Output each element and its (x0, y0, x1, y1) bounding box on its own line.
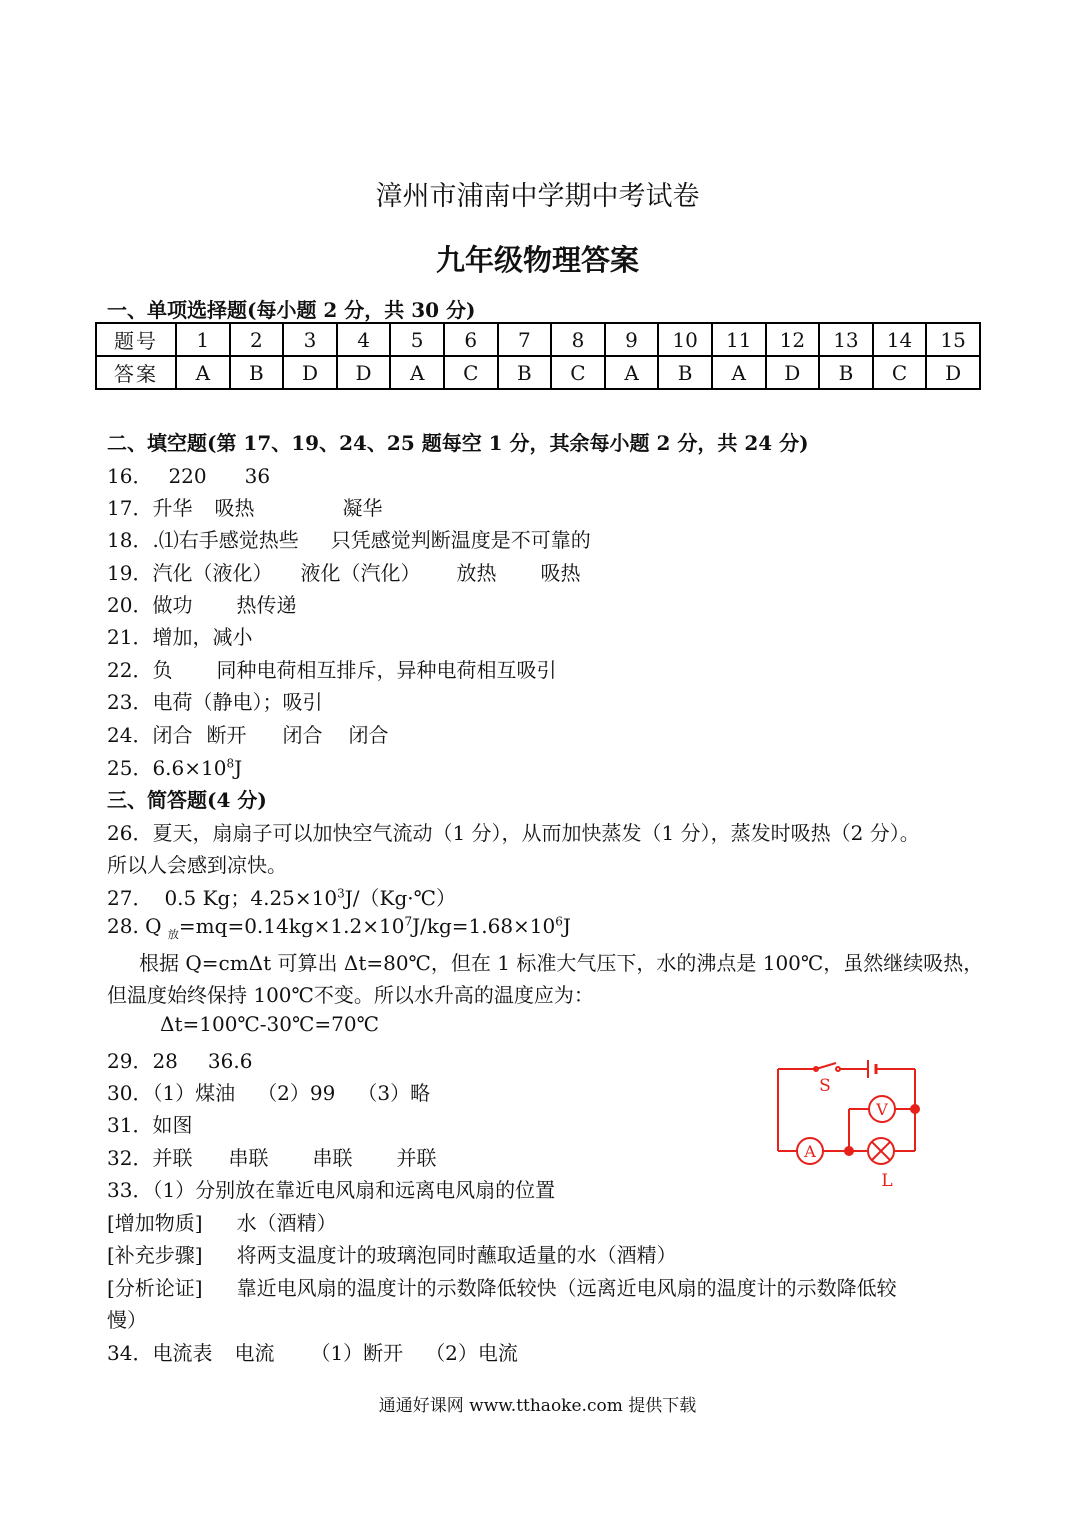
answer-text: 做功 (152, 593, 193, 617)
answer-line-18 (107, 524, 591, 553)
answer-text: 0.5 Kg；4.25×10 (164, 886, 338, 910)
question-number: 23． (107, 690, 153, 714)
page-footer: 通通好课网 www.tthaoke.com 提供下载 (378, 1396, 697, 1416)
answer-text: 凝华 (342, 496, 383, 520)
answer-line-33-add (107, 1207, 337, 1236)
answer-text: 28 (152, 1049, 178, 1073)
switch-contact (836, 1067, 840, 1071)
question-number: 22． (107, 658, 153, 682)
question-number-cell: 15 (926, 323, 980, 356)
question-number-cell: 7 (498, 323, 552, 356)
question-number: 25． (107, 756, 153, 780)
answer-line-25 (107, 752, 242, 781)
answer-text: 36.6 (207, 1049, 253, 1073)
answer-text: （1）分别放在靠近电风扇和远离电风扇的位置 (152, 1178, 556, 1202)
subscript: 放 (167, 928, 179, 941)
exponent: 7 (404, 914, 413, 929)
answer-text: =mq=0.14kg×1.2×10 (178, 914, 405, 938)
answer-text: （1）断开 (310, 1341, 404, 1365)
question-number-cell: 3 (283, 323, 337, 356)
answer-text: 断开 (206, 723, 247, 747)
answer-text: 并联 (152, 1146, 193, 1170)
table-row-label: 题号 (96, 323, 176, 356)
answer-line-28 (107, 914, 571, 941)
answer-cell: A (176, 356, 230, 389)
question-number: 18． (107, 528, 153, 552)
answer-text: 放热 (456, 561, 497, 585)
answer-text: 串联 (228, 1146, 269, 1170)
answer-cell: C (873, 356, 927, 389)
answer-line-28-cont: 但温度始终保持 100℃不变。所以水升高的温度应为： (107, 983, 594, 1007)
answer-text: 吸热 (214, 496, 255, 520)
section-2-heading: 二、填空题(第 17、19、24、25 题每空 1 分，其余每小题 2 分，共 24 分) (107, 431, 809, 455)
answer-text: 闭合 (152, 723, 193, 747)
answer-line-21 (107, 621, 252, 650)
junction-dot (844, 1146, 854, 1156)
answer-line-31 (107, 1109, 192, 1138)
bracket-label: [补充步骤] (107, 1243, 203, 1267)
answer-line-33 (107, 1174, 555, 1203)
question-number-cell: 11 (712, 323, 766, 356)
answer-unit: J (234, 756, 243, 780)
answer-text: 同种电荷相互排斥，异种电荷相互吸引 (216, 658, 557, 682)
switch-icon (816, 1063, 836, 1069)
question-number: 20． (107, 593, 153, 617)
voltmeter-label: V (876, 1100, 888, 1119)
question-number-cell: 13 (819, 323, 873, 356)
question-number: 34． (107, 1341, 153, 1365)
question-number-cell: 4 (337, 323, 391, 356)
answer-text: 闭合 (282, 723, 323, 747)
answer-unit: J (562, 914, 571, 938)
answer-text: 6.6×10 (152, 756, 227, 780)
answer-text: 增加，减小 (152, 625, 253, 649)
question-number: 32． (107, 1146, 153, 1170)
question-number-cell: 8 (551, 323, 605, 356)
answer-text: （3）略 (357, 1081, 431, 1105)
answer-cell: D (337, 356, 391, 389)
question-number: 29． (107, 1049, 153, 1073)
junction-dot (910, 1104, 920, 1114)
answer-text: 升华 (152, 496, 193, 520)
circuit-diagram (770, 1058, 930, 1193)
answer-line-33-analysis-cont: 慢） (107, 1308, 147, 1332)
question-number: 17． (107, 496, 153, 520)
answer-text: 热传递 (236, 593, 297, 617)
answer-line-19 (107, 557, 580, 586)
answer-line-30 (107, 1077, 430, 1106)
answer-cell: D (926, 356, 980, 389)
page-subtitle: 九年级物理答案 (435, 243, 639, 277)
answer-line-28-cont: 根据 Q=cmΔt 可算出 Δt=80℃，但在 1 标准大气压下，水的沸点是 100℃，虽然继续吸热， (139, 951, 984, 975)
page-title: 漳州市浦南中学期中考试卷 (375, 181, 700, 212)
exponent: 6 (555, 914, 563, 929)
exponent: 8 (226, 756, 235, 771)
question-number-cell: 5 (390, 323, 444, 356)
answer-text: .⑴右手感觉热些 (152, 528, 299, 552)
answer-text: （2）99 (257, 1081, 336, 1105)
answer-text: 闭合 (348, 723, 389, 747)
answer-line-16 (107, 460, 270, 489)
answer-cell: C (444, 356, 498, 389)
answer-text: 水（酒精） (236, 1211, 337, 1235)
question-number-cell: 14 (873, 323, 927, 356)
answer-text: 电荷（静电）；吸引 (152, 690, 323, 714)
answer-cell: B (658, 356, 712, 389)
answer-line-26: 26．夏天，扇扇子可以加快空气流动（1 分），从而加快蒸发（1 分），蒸发时吸热（2 分）。 (107, 821, 920, 845)
answer-text: （2）电流 (425, 1341, 518, 1365)
question-number-cell: 9 (605, 323, 659, 356)
answer-cell: D (766, 356, 820, 389)
question-number: 24． (107, 723, 153, 747)
answer-cell: B (819, 356, 873, 389)
answer-line-23 (107, 686, 322, 715)
answer-text: （1）煤油 (152, 1081, 236, 1105)
switch-label: S (819, 1076, 831, 1096)
answer-text: 只凭感觉判断温度是不可靠的 (330, 528, 591, 552)
question-number: 16． (107, 464, 153, 488)
answer-text: 串联 (312, 1146, 353, 1170)
question-number-cell: 6 (444, 323, 498, 356)
answer-cell: A (605, 356, 659, 389)
question-number-cell: 1 (176, 323, 230, 356)
answer-text: J/kg=1.68×10 (412, 914, 556, 938)
bracket-label: [分析论证] (107, 1276, 203, 1300)
answer-line-24 (107, 719, 388, 748)
answer-cell: D (283, 356, 337, 389)
table-row-label: 答案 (96, 356, 176, 389)
question-number-cell: 10 (658, 323, 712, 356)
answer-table (95, 322, 981, 390)
question-number: 27． (107, 886, 153, 910)
table-row (96, 356, 980, 389)
lamp-label: L (881, 1171, 893, 1191)
section-1-heading: 一、单项选择题(每小题 2 分，共 30 分) (107, 298, 476, 322)
answer-text: 如图 (152, 1113, 193, 1137)
exponent: 3 (337, 886, 345, 901)
answer-text: 液化（汽化） (300, 561, 421, 585)
question-number: 31． (107, 1113, 153, 1137)
answer-cell: A (390, 356, 444, 389)
answer-line-28-formula: Δt=100℃-30℃=70℃ (160, 1012, 379, 1036)
answer-text: 并联 (396, 1146, 437, 1170)
answer-text: 电流表 (152, 1341, 213, 1365)
answer-line-17 (107, 492, 382, 521)
table-row (96, 323, 980, 356)
answer-line-22 (107, 654, 556, 683)
answer-text: 将两支温度计的玻璃泡同时蘸取适量的水（酒精） (236, 1243, 677, 1267)
bracket-label: [增加物质] (107, 1211, 203, 1235)
answer-text: 汽化（液化） (152, 561, 273, 585)
answer-text: 电流 (234, 1341, 275, 1365)
answer-text: 220 (168, 464, 207, 488)
answer-unit: J/（Kg·℃） (344, 886, 456, 910)
question-number: 33． (107, 1178, 153, 1202)
answer-line-33-step (107, 1239, 677, 1268)
section-3-heading: 三、简答题(4 分) (107, 788, 267, 812)
question-number: 30． (107, 1081, 153, 1105)
question-number-cell: 12 (766, 323, 820, 356)
answer-text: 靠近电风扇的温度计的示数降低较快（远离近电风扇的温度计的示数降低较 (236, 1276, 897, 1300)
answer-line-34 (107, 1337, 518, 1366)
question-number-cell: 2 (230, 323, 284, 356)
answer-cell: B (498, 356, 552, 389)
ammeter-label: A (804, 1142, 816, 1161)
question-number: 21． (107, 625, 153, 649)
answer-text: 吸热 (540, 561, 581, 585)
answer-line-29 (107, 1045, 252, 1074)
answer-cell: C (551, 356, 605, 389)
answer-line-27 (107, 882, 456, 911)
answer-text: 负 (152, 658, 173, 682)
answer-text: 36 (244, 464, 271, 488)
answer-line-33-analysis (107, 1272, 897, 1301)
answer-line-32 (107, 1142, 436, 1171)
answer-cell: A (712, 356, 766, 389)
answer-line-20 (107, 589, 296, 618)
question-number: 28. Q (107, 914, 168, 938)
answer-cell: B (230, 356, 284, 389)
question-number: 19． (107, 561, 153, 585)
answer-line-26-cont: 所以人会感到凉快。 (107, 853, 287, 877)
